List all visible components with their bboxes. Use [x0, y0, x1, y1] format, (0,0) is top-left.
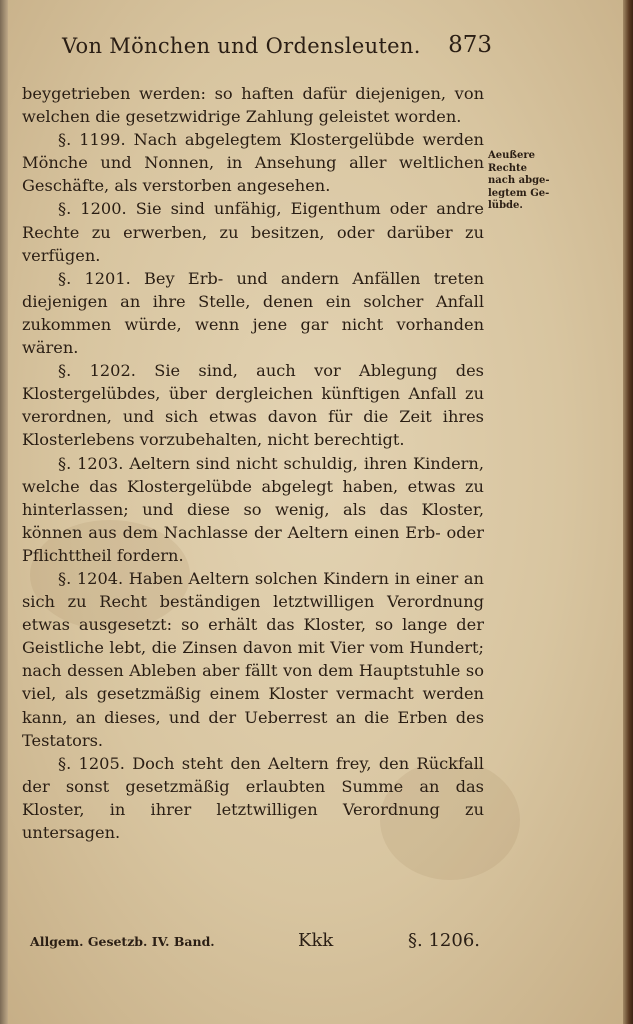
page-footer — [30, 930, 480, 956]
running-title: Von Mönchen und Ordensleuten. — [62, 34, 421, 58]
margin-note-line: Aeußere — [488, 150, 535, 161]
margin-note-line: legtem Ge- — [488, 187, 550, 199]
section-1203: §. 1203. Aeltern sind nicht schuldig, ihren Kindern, welche das Klostergelübde abgelegt haben, etwas zu hinterlassen; und diese so wenig, als das Kloster, können aus dem Nachlasse der Aeltern einen Erb- oder Pflichttheil fordern. — [22, 453, 484, 565]
book-cover-edge — [623, 0, 633, 1024]
paragraph-continuation: beygetrieben werden: so haften dafür diejenigen, von welchen die gesetzwidrige Zahlung geleistet worden. — [22, 84, 484, 127]
section-1205: §. 1205. Doch steht den Aeltern frey, den Rückfall der sonst gesetzmäßig erlaubten Summe an das Kloster, in ihrer letztwilligen Verordnung zu untersagen. — [22, 753, 484, 842]
page-gutter-shadow — [0, 0, 8, 1024]
section-1201: §. 1201. Bey Erb- und andern Anfällen treten diejenigen an ihre Stelle, denen ein solcher Anfall zukommen würde, wenn jene gar nicht vorhanden wären. — [22, 268, 484, 358]
margin-note — [488, 150, 568, 213]
section-1200: §. 1200. Sie sind unfähig, Eigenthum oder andre Rechte zu erwerben, zu besitzen, oder darüber zu verfügen. — [22, 199, 484, 265]
page-number: 873 — [448, 32, 492, 58]
section-1204: §. 1204. Haben Aeltern solchen Kindern in einer an sich zu Recht beständigen letztwilligen Verordnung etwas ausgesetzt: so erhält das Kloster, so lange der Geistliche lebt, die Zinsen davon mit Vier vom Hundert; nach dessen Ableben aber fällt von dem Hauptstuhle so viel, als gesetzmäßig einem Kloster vermacht werden kann, an dieses, und der Ueberrest an die Erben des Testators. — [22, 568, 484, 750]
page-header — [22, 30, 492, 66]
margin-note-line: Rechte — [488, 162, 528, 174]
catchword: §. 1206. — [408, 930, 480, 951]
margin-note-line: lübde. — [488, 200, 523, 211]
body-text — [22, 82, 484, 844]
margin-note-line: nach abge- — [488, 175, 550, 186]
signature-mark: Kkk — [298, 930, 334, 951]
section-1199: §. 1199. Nach abgelegtem Klostergelübde werden Mönche und Nonnen, in Ansehung aller weltlichen Geschäfte, als verstorben angesehen. — [22, 130, 484, 196]
footer-volume: Allgem. Gesetzb. IV. Band. — [30, 934, 215, 949]
section-1202: §. 1202. Sie sind, auch vor Ablegung des Klostergelübdes, über dergleichen künftigen Anfall zu verordnen, und sich etwas davon für die Zeit ihres Klosterlebens vorzubehalten, nicht berechtigt. — [22, 361, 484, 450]
